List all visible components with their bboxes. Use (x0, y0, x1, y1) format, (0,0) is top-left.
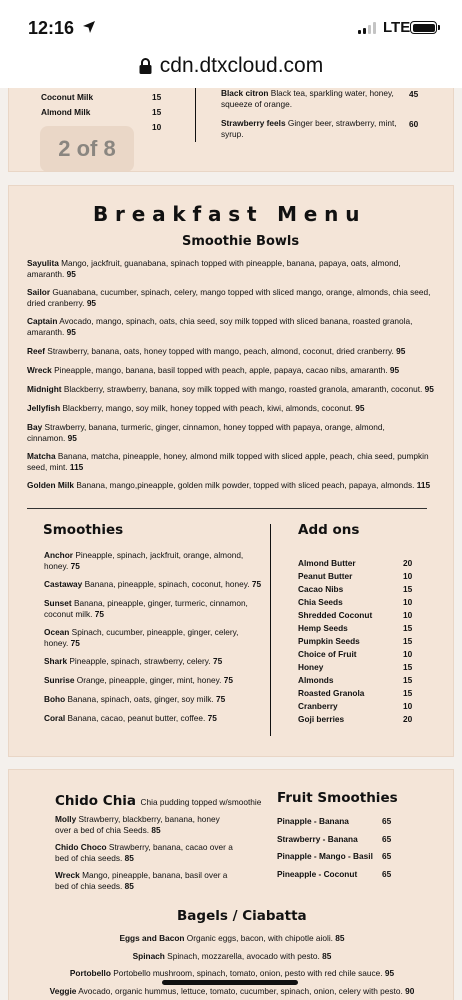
smoothie-price: 75 (94, 609, 104, 619)
addon-price: 20 (403, 714, 413, 724)
addon-price: 10 (403, 610, 413, 620)
milk-price: 15 (152, 92, 162, 102)
smoothie-item: Coral Banana, cacao, peanut butter, coffee. 75 (44, 713, 217, 723)
fruit-smoothie-name: Strawberry - Banana (277, 833, 358, 844)
addon-price: 15 (403, 623, 413, 633)
bowl-item: Sailor Guanabana, cucumber, spinach, celery, mango topped with sliced mango, orange, almonds, chia seed, dried cranberry. 95 (27, 287, 431, 308)
addon-name: Goji berries (298, 714, 345, 724)
addon-name: Shredded Coconut (298, 610, 373, 620)
battery-icon (410, 21, 437, 34)
chido-item: Wreck Mango, pineapple, banana, basil over a bed of chia seeds. 85 (55, 870, 228, 891)
smoothie-item: Sunset Banana, pineapple, ginger, turmeric, cinnamon, coconut milk. 75 (44, 598, 248, 619)
bowl-price: 95 (389, 365, 400, 375)
addon-price: 20 (403, 558, 413, 568)
drink-item: Black citron Black tea, sparkling water, honey, squeeze of orange. (221, 88, 394, 109)
addon-price: 15 (403, 636, 413, 646)
bowl-item: Reef Strawberry, banana, oats, honey topped with mango, peach, almond, coconut, dried cranberry. 95 (27, 346, 406, 356)
status-bar (0, 0, 462, 44)
smoothie-item: Castaway Banana, pineapple, spinach, coconut, honey. 75 (44, 579, 262, 589)
bowl-item: Sayulita Mango, jackfruit, guanabana, spinach topped with pineapple, banana, papaya, oats, almond, amaranth. 95 (27, 258, 401, 279)
addon-price: 15 (403, 662, 413, 672)
home-indicator[interactable] (162, 980, 298, 985)
chido-chia-subtitle: Chia pudding topped w/smoothie (140, 797, 262, 807)
smoothie-price: 75 (70, 638, 80, 648)
smoothie-price: 75 (207, 713, 217, 723)
bowl-price: 95 (66, 327, 76, 337)
addon-name: Roasted Granola (298, 688, 365, 698)
addon-price: 15 (403, 675, 413, 685)
smoothie-price: 75 (212, 656, 223, 666)
drink-price: 45 (409, 89, 419, 99)
smoothie-price: 75 (216, 694, 226, 704)
bowl-item: Jellyfish Blackberry, mango, soy milk, honey topped with peach, kiwi, almonds, coconut. 95 (27, 403, 365, 413)
clock: 12:16 (28, 18, 75, 38)
smoothie-price: 75 (223, 675, 233, 685)
addon-name: Peanut Butter (298, 571, 353, 581)
milk-name: Coconut Milk (41, 92, 94, 102)
bowl-item: Midnight Blackberry, strawberry, banana, soy milk topped with mango, roasted granola, amaranth, coconut. 95 (27, 384, 434, 394)
bagel-price: 95 (384, 968, 395, 978)
section-title-fruit-smoothies: Fruit Smoothies (277, 790, 398, 806)
addon-price: 10 (403, 571, 413, 581)
breakfast-menu-card (8, 185, 454, 757)
addon-price: 10 (403, 701, 413, 711)
addon-name: Cranberry (298, 701, 338, 711)
addon-name: Cacao Nibs (298, 584, 344, 594)
location-arrow-icon (82, 20, 96, 34)
bowl-item: Matcha Banana, matcha, pineapple, honey, almond milk topped with sliced apple, peach, chia seed, pumpkin seed, mint. 115 (27, 451, 429, 472)
addon-price: 10 (403, 597, 413, 607)
addon-name: Pumpkin Seeds (298, 636, 360, 646)
chido-chia-header (55, 792, 261, 810)
fruit-smoothie-price: 65 (382, 851, 392, 861)
section-title-bagels: Bagels / Ciabatta (177, 908, 307, 924)
lock-icon (139, 58, 152, 74)
column-divider (195, 88, 196, 142)
bagel-item: Eggs and Bacon Organic eggs, bacon, with chipotle aioli. 85 (119, 933, 345, 943)
drink-price: 60 (409, 119, 419, 129)
bagel-item: Portobello Portobello mushroom, spinach, tomato, onion, pesto with red chile sauce. 95 (69, 968, 395, 978)
drink-item: Strawberry feels Ginger beer, strawberry, mint, syrup. (221, 118, 397, 139)
smoothie-item: Boho Banana, spinach, oats, ginger, soy milk. 75 (44, 694, 226, 704)
bowl-price: 95 (355, 403, 365, 413)
bowl-price: 95 (396, 346, 406, 356)
bowl-item: Bay Strawberry, banana, turmeric, ginger, cinnamon, honey topped with papaya, orange, almond, cinnamon. 95 (27, 422, 385, 443)
smoothie-item: Sunrise Orange, pineapple, ginger, mint, honey. 75 (44, 675, 233, 685)
addon-name: Almonds (298, 675, 334, 685)
section-title-addons: Add ons (298, 522, 360, 538)
smoothie-item: Anchor Pineapple, spinach, jackfruit, orange, almond, honey. 75 (44, 550, 244, 571)
network-type: LTE (383, 19, 411, 36)
milk-price: 15 (152, 107, 162, 117)
chido-item: Chido Choco Strawberry, banana, cacao over a bed of chia seeds. 85 (55, 842, 233, 863)
smoothie-item: Shark Pineapple, spinach, strawberry, celery. 75 (44, 656, 223, 666)
url-text: cdn.dtxcloud.com (159, 54, 324, 77)
addon-price: 15 (403, 584, 413, 594)
bowl-item: Golden Milk Banana, mango,pineapple, golden milk powder, topped with sliced peach, papaya, almonds. 115 (27, 480, 431, 490)
menu-page[interactable] (0, 88, 462, 1000)
milk-name: Almond Milk (41, 107, 91, 117)
section-title-smoothie-bowls: Smoothie Bowls (182, 234, 300, 249)
bowl-item: Wreck Pineapple, mango, banana, basil topped with peach, apple, papaya, cacao nibs, amaranth. 95 (27, 365, 400, 375)
menu-title: Breakfast Menu (93, 202, 367, 226)
bagel-item: Spinach Spinach, mozzarella, avocado with pesto. 85 (132, 950, 332, 961)
addon-price: 10 (403, 649, 413, 659)
chido-price: 85 (151, 825, 161, 835)
bagel-price: 85 (335, 933, 345, 943)
fruit-smoothie-name: Pineapple - Coconut (277, 868, 358, 879)
fruit-smoothie-name: Pinapple - Banana (277, 816, 349, 826)
bagel-item: Veggie Avocado, organic hummus, lettuce, tomato, cucumber, spinach, onion, celery with pesto. 90 (49, 985, 415, 996)
lower-menu-card (8, 769, 454, 1000)
bagel-price: 85 (322, 950, 332, 961)
addon-price: 15 (403, 688, 413, 698)
smoothie-price: 75 (70, 561, 80, 571)
fruit-smoothie-name: Pinapple - Mango - Basil (277, 851, 373, 861)
addon-name: Chia Seeds (298, 597, 343, 607)
fruit-smoothie-price: 65 (382, 833, 392, 844)
page-indicator: 2 of 8 (40, 126, 134, 172)
column-divider (270, 524, 271, 736)
section-title-smoothies: Smoothies (43, 522, 124, 538)
fruit-smoothie-price: 65 (382, 868, 392, 879)
address-bar[interactable] (0, 44, 462, 88)
cell-signal-icon (358, 22, 376, 34)
bowl-price: 95 (67, 433, 77, 443)
bagel-price: 90 (405, 985, 415, 996)
smoothie-price: 75 (251, 579, 262, 589)
addon-name: Honey (298, 662, 324, 672)
battery-nub (438, 25, 440, 30)
addon-name: Choice of Fruit (298, 649, 357, 659)
smoothie-item: Ocean Spinach, cucumber, pineapple, ginger, celery, honey. 75 (44, 627, 239, 648)
bowl-price: 95 (424, 384, 434, 394)
addon-name: Hemp Seeds (298, 623, 348, 633)
section-divider (27, 508, 427, 509)
section-title-chido-chia: Chido Chia (55, 793, 137, 809)
chido-item: Molly Strawberry, blackberry, banana, honey over a bed of chia Seeds. 85 (55, 814, 220, 835)
bowl-price: 95 (66, 269, 76, 279)
bowl-price: 95 (86, 298, 97, 308)
fruit-smoothie-price: 65 (382, 816, 392, 826)
bowl-price: 115 (69, 462, 84, 472)
chido-price: 85 (124, 853, 134, 863)
milk-price: 10 (152, 122, 162, 132)
bowl-price: 115 (416, 480, 431, 490)
chido-price: 85 (124, 881, 134, 891)
bowl-item: Captain Avocado, mango, spinach, oats, chia seed, soy milk topped with sliced banana, roasted granola, amaranth. 95 (27, 316, 413, 337)
addon-name: Almond Butter (298, 558, 356, 568)
